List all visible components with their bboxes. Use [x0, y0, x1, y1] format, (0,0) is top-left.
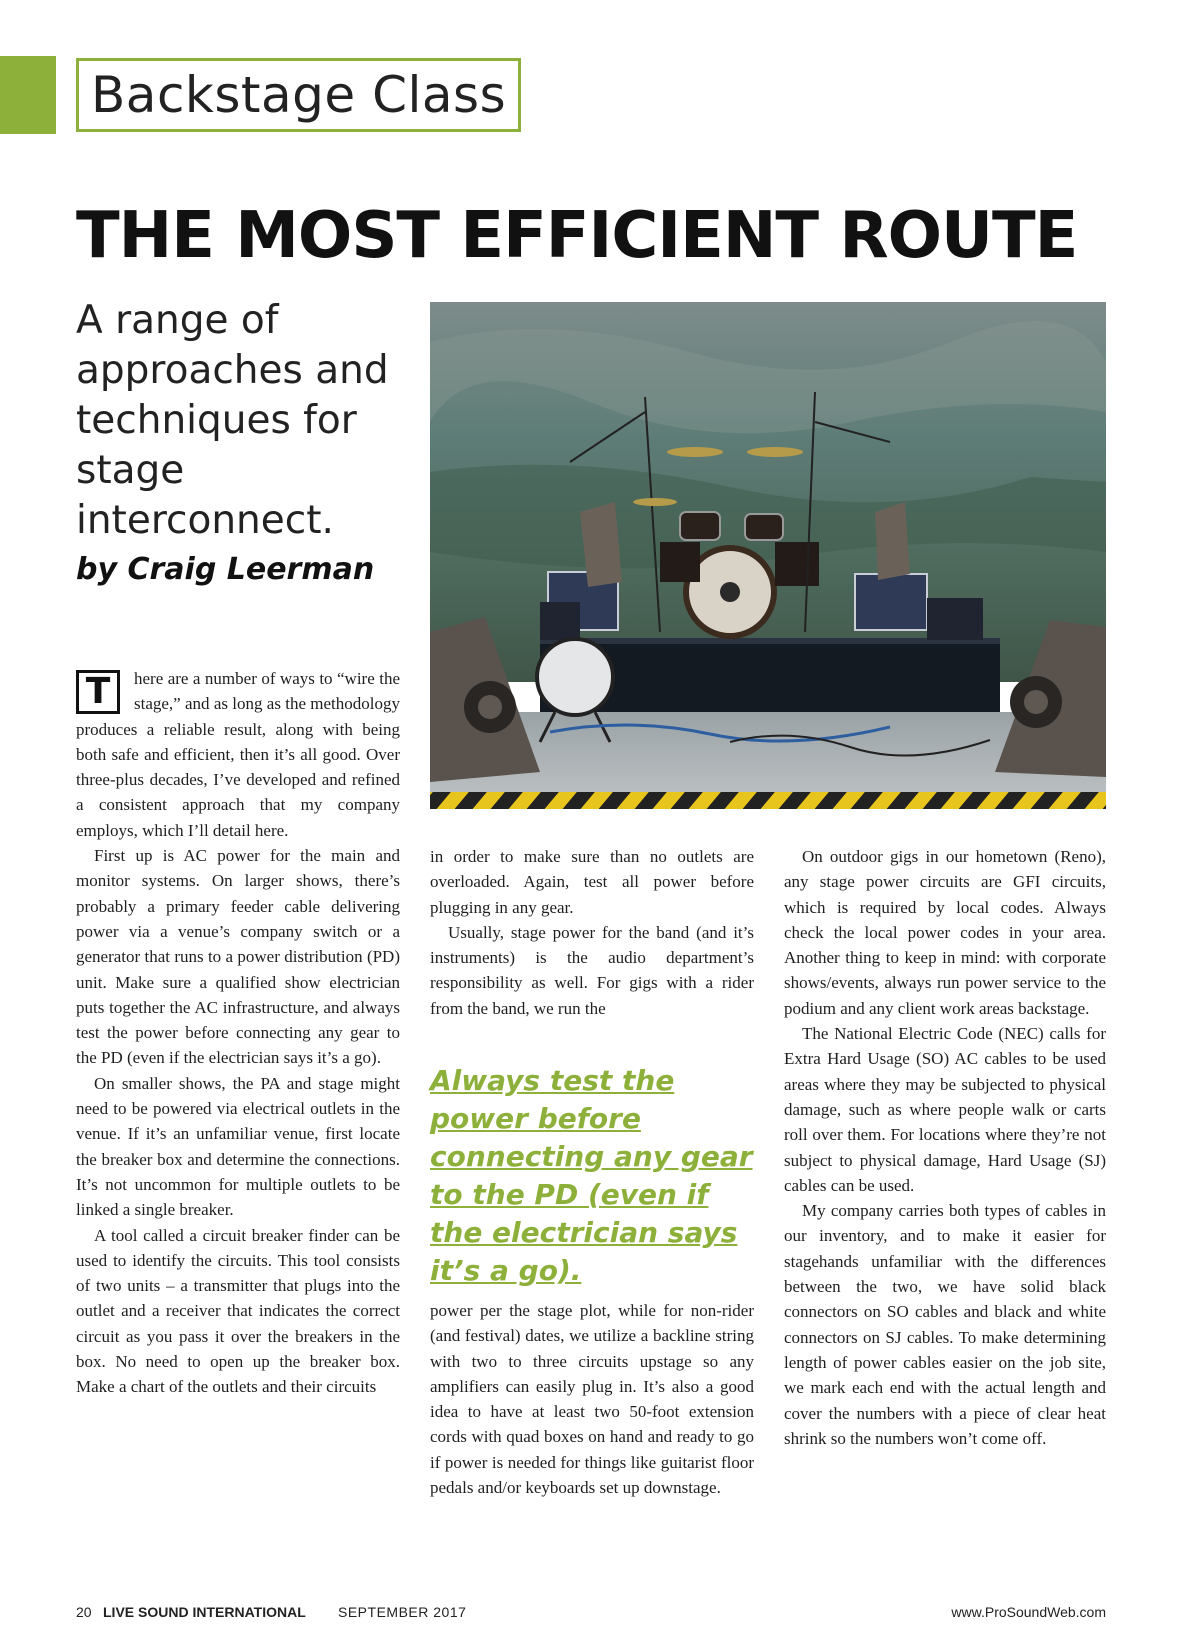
- publication-name: LIVE SOUND INTERNATIONAL: [103, 1604, 306, 1620]
- dek: A range of approaches and techniques for stage interconnect.: [76, 298, 389, 543]
- paragraph: Usually, stage power for the band (and it’s instruments) is the audio department’s responsibility as well. For gigs with a rider from the band, we run the: [430, 922, 754, 1018]
- paragraph: The National Electric Code (NEC) calls for Extra Hard Usage (SO) AC cables to be used areas where they may be subjected to physical damage, such as where people walk or carts roll over them. For locations where they’re not subject to physical damage, Hard Usage (SJ) cables can be used.: [784, 1024, 1106, 1195]
- paragraph: On outdoor gigs in our hometown (Reno), any stage power circuits are GFI circuits, which is required by local codes. Always check the local power codes in your area. Another thing to keep in mind: with corporate shows/events, always run power service to the podium and any client work areas backstage.: [784, 847, 1106, 1018]
- paragraph: in order to make sure than no outlets are overloaded. Again, test all power before plugging in any gear.: [430, 847, 754, 917]
- paragraph: On smaller shows, the PA and stage might need to be powered via electrical outlets in the venue. If it’s an unfamiliar venue, first locate the breaker box and determine the connections. It’s not uncommon for multiple outlets to be linked a single breaker.: [76, 1073, 400, 1220]
- issue-date: SEPTEMBER 2017: [338, 1604, 467, 1620]
- section-label: Backstage Class: [76, 58, 521, 132]
- section-color-tab: [0, 56, 56, 134]
- byline: by Craig Leerman: [76, 552, 375, 587]
- paragraph: here are a number of ways to “wire the stage,” and as long as the methodology produces a reliable result, along with being both safe and efficient, then it’s all good. Over three-plus decades, I’ve developed and refined a consistent approach that my company employs, which I’ll detail here.: [76, 669, 400, 840]
- page-footer: [76, 1604, 1106, 1626]
- body-column-3: [784, 844, 1106, 1451]
- drop-cap: T: [76, 670, 120, 714]
- stage-photo: [430, 302, 1106, 809]
- page-number: 20: [76, 1604, 92, 1620]
- paragraph: My company carries both types of cables in our inventory, and to make it easier for stagehands unfamiliar with the differences between the two, we have solid black connectors on SO cables and black and white connectors on SJ cables. To make determining length of power cables easier on the job site, we mark each end with the actual length and cover the numbers with a piece of clear heat shrink so the numbers won’t come off.: [784, 1201, 1106, 1448]
- paragraph: First up is AC power for the main and monitor systems. On larger shows, there’s probably a primary feeder cable delivering power via a venue’s company switch or a generator that runs to a power distribution (PD) unit. Make sure a qualified show electrician puts together the AC infrastructure, and always test the power before connecting any gear to the PD (even if the electrician says it’s a go).: [76, 846, 400, 1068]
- paragraph: power per the stage plot, while for non-rider (and festival) dates, we utilize a backline string with two to three circuits upstage so any amplifiers can easily plug in. It’s also a good idea to have at least two 50-foot extension cords with quad boxes on hand and ready to go if power is needed for things like guitarist floor pedals and/or keyboards set up downstage.: [430, 1301, 754, 1498]
- website-link[interactable]: www.ProSoundWeb.com: [951, 1604, 1106, 1620]
- pull-quote: Always test the power before connecting any gear to the PD (even if the electrician says it’s a go).: [430, 1064, 753, 1287]
- body-column-1: [76, 666, 400, 1400]
- body-column-2-top: [430, 844, 754, 1021]
- headline: THE MOST EFFICIENT ROUTE: [76, 199, 1078, 273]
- paragraph: A tool called a circuit breaker finder can be used to identify the circuits. This tool consists of two units – a transmitter that plugs into the outlet and a receiver that indicates the correct circuit as you pass it over the breakers in the box. No need to open up the breaker box. Make a chart of the outlets and their circuits: [76, 1225, 400, 1397]
- body-column-2-bottom: [430, 1298, 754, 1500]
